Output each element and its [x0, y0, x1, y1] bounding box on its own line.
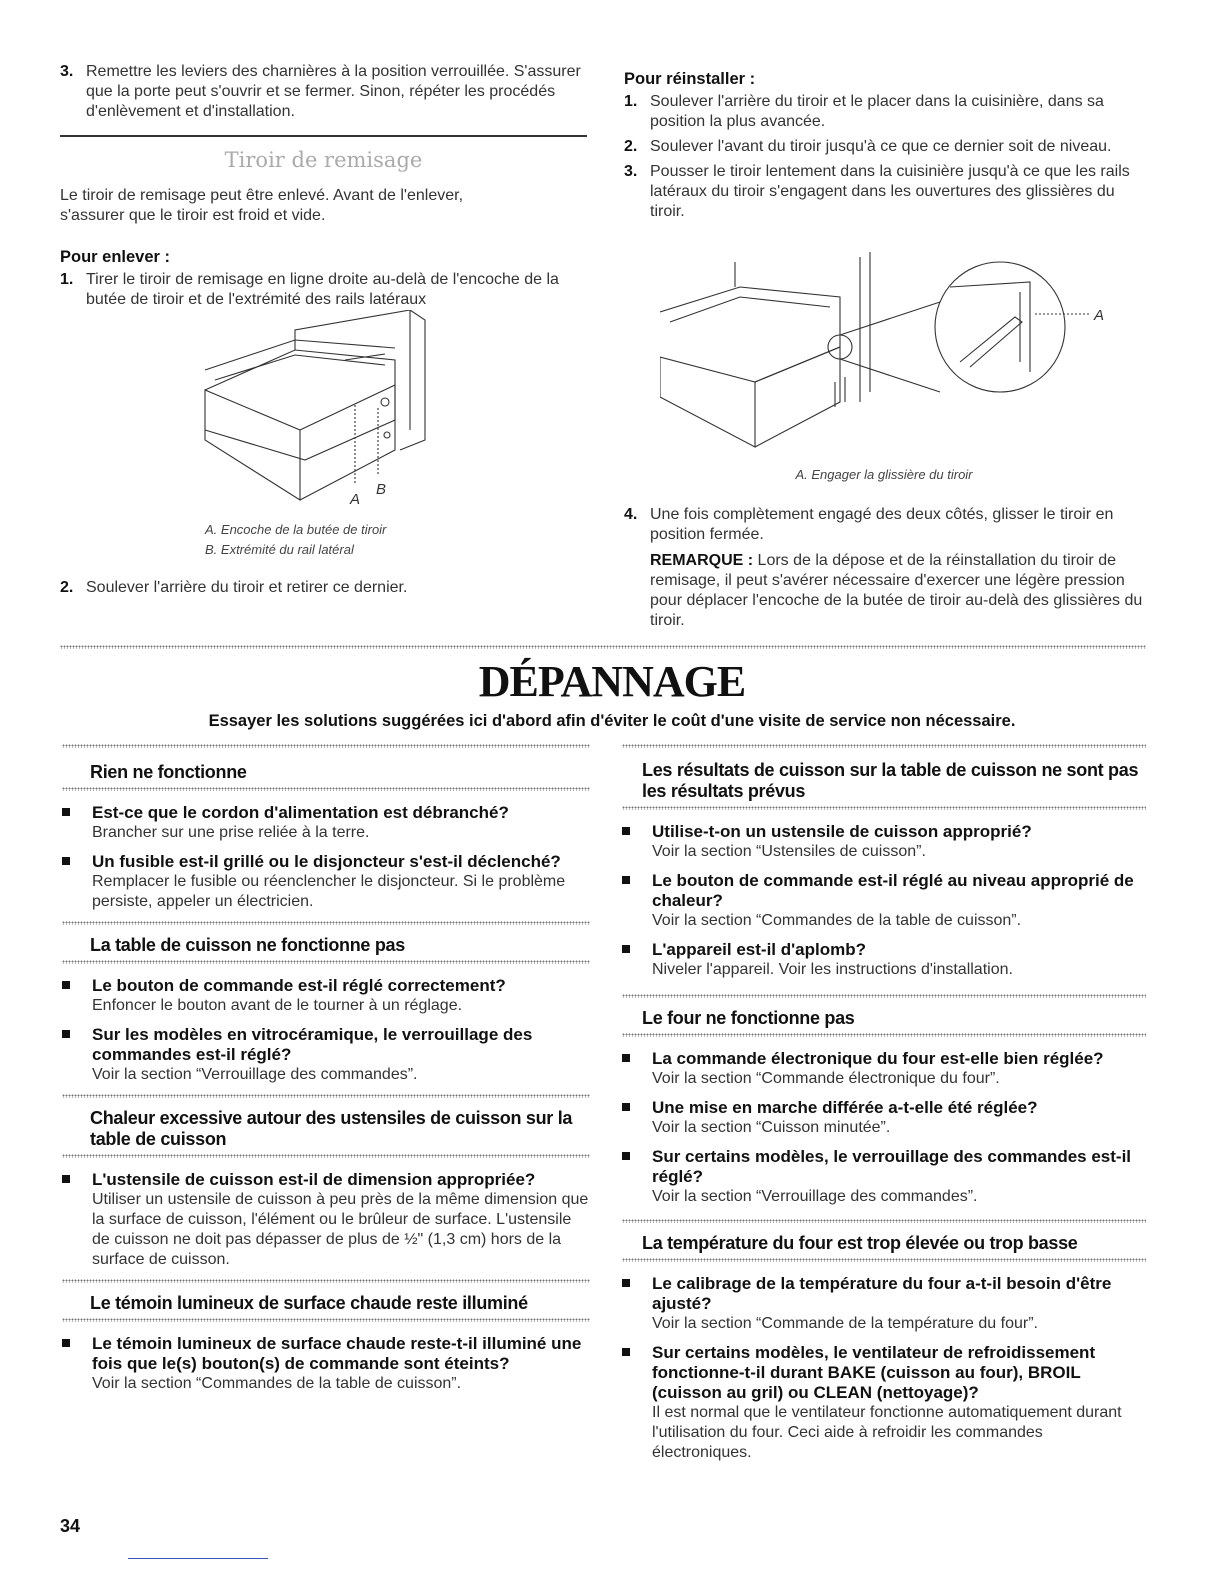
reinstall-step-1: 1. Soulever l'arrière du tiroir et le placer dans la cuisinière, dans sa position la plus avancée.	[624, 93, 1104, 130]
question-item: Le bouton de commande est-il réglé au niveau approprié de chaleur? Voir la section “Commandes de la table de cuisson”.	[622, 871, 1146, 931]
bullet-icon	[62, 1030, 70, 1038]
troubleshooting-right-column	[622, 744, 1146, 1472]
question-item: L'ustensile de cuisson est-il de dimension appropriée? Utiliser un ustensile de cuisson à peu près de la même dimension que la surface de cuisson, l'élément ou le brûleur de surface. L'ustensile de cuisson ne doit pas dépasser de plus de ½" (1,3 cm) hors de la surface de cuisson.	[62, 1170, 590, 1270]
bullet-icon	[62, 1339, 70, 1347]
section-title-storage-drawer: Tiroir de remisage	[224, 148, 423, 172]
question-item: Sur les modèles en vitrocéramique, le verrouillage des commandes est-il réglé? Voir la section “Verrouillage des commandes”.	[62, 1025, 590, 1085]
bullet-icon	[622, 1279, 630, 1287]
fig1-caption-b: B. Extrémité du rail latéral	[205, 542, 354, 557]
reinstall-step-3: 3. Pousser le tiroir lentement dans la cuisinière jusqu'à ce que les rails latéraux du tiroir s'engagent dans les ouvertures des glissières du tiroir.	[624, 163, 1130, 220]
troubleshooting-left-column	[62, 744, 590, 1403]
step-number: 3.	[60, 63, 74, 80]
remove-step-2	[60, 578, 590, 598]
troubleshooting-title: DÉPANNAGE	[478, 657, 746, 706]
question-item: Est-ce que le cordon d'alimentation est débranché? Brancher sur une prise reliée à la terre.	[62, 803, 590, 843]
page-dotted-rule	[60, 645, 1146, 649]
section-divider	[60, 135, 587, 137]
note-label: REMARQUE :	[650, 552, 754, 569]
section-title: La température du four est trop élevée ou trop basse	[642, 1233, 1078, 1253]
question-item: La commande électronique du four est-elle bien réglée? Voir la section “Commande électronique du four”.	[622, 1049, 1146, 1089]
drawer-reinstall-illustration	[660, 252, 1100, 452]
page-number: 34	[60, 1516, 81, 1536]
question-item: Sur certains modèles, le verrouillage des commandes est-il réglé? Voir la section “Verrouillage des commandes”.	[622, 1147, 1146, 1207]
step-text: Remettre les leviers des charnières à la position verrouillée. S'assurer que la porte peut s'ouvrir et se fermer. Sinon, répéter les procédés d'enlèvement et d'installation.	[86, 63, 581, 120]
question-item: Utilise-t-on un ustensile de cuisson approprié? Voir la section “Ustensiles de cuisson”.	[622, 822, 1146, 862]
bullet-icon	[62, 981, 70, 989]
bullet-icon	[62, 1175, 70, 1183]
note-text: Lors de la dépose et de la réinstallation du tiroir de remisage, il peut s'avérer nécessaire d'exercer une légère pression pour déplacer l'encoche de la butée de tiroir au-delà des glissières du tiroir.	[650, 552, 1143, 629]
reinstall-steps	[624, 92, 1144, 222]
bullet-icon	[622, 945, 630, 953]
reinstall-heading: Pour réinstaller :	[624, 70, 756, 88]
intro-text: Le tiroir de remisage peut être enlevé. Avant de l'enlever, s'assurer que le tiroir est froid et vide.	[60, 187, 464, 224]
section-title: Les résultats de cuisson sur la table de cuisson ne sont pas les résultats prévus	[642, 760, 1139, 801]
step-number: 2.	[60, 579, 74, 596]
fig1-label-b: B	[376, 481, 387, 498]
bullet-icon	[62, 808, 70, 816]
left-column-top	[60, 62, 590, 122]
step-3	[60, 62, 590, 122]
question-item: L'appareil est-il d'aplomb? Niveler l'appareil. Voir les instructions d'installation.	[622, 940, 1146, 980]
step-text: Tirer le tiroir de remisage en ligne droite au-delà de l'encoche de la butée de tiroir et de l'extrémité des rails latéraux	[86, 271, 559, 308]
remove-heading: Pour enlever :	[60, 248, 171, 266]
question-item: Sur certains modèles, le ventilateur de refroidissement fonctionne-t-il durant BAKE (cuisson au four), BROIL (cuisson au gril) ou CLEAN (nettoyage)? Il est normal que le ventilateur fonctionne automatiquement durant l'utilisation du four. Ceci aide à refroidir les commandes électroniques.	[622, 1343, 1146, 1463]
question-item: Le calibrage de la température du four a-t-il besoin d'être ajusté? Voir la section “Commande de la température du four”.	[622, 1274, 1146, 1334]
question-item: Le bouton de commande est-il réglé correctement? Enfoncer le bouton avant de le tourner à un réglage.	[62, 976, 590, 1016]
bullet-icon	[622, 1103, 630, 1111]
question-item: Une mise en marche différée a-t-elle été réglée? Voir la section “Cuisson minutée”.	[622, 1098, 1146, 1138]
section-title: Le four ne fonctionne pas	[642, 1008, 855, 1028]
note	[624, 551, 1144, 631]
fig1-label-a: A	[350, 491, 361, 508]
question-item: Le témoin lumineux de surface chaude reste-t-il illuminé une fois que le(s) bouton(s) de commande sont éteints? Voir la section “Commandes de la table de cuisson”.	[62, 1334, 590, 1394]
fig1-caption-a: A. Encoche de la butée de tiroir	[205, 522, 387, 537]
section-title: Chaleur excessive autour des ustensiles de cuisson sur la table de cuisson	[90, 1108, 573, 1149]
fig2-label-a: A	[1094, 307, 1105, 324]
bullet-icon	[62, 857, 70, 865]
bullet-icon	[622, 1348, 630, 1356]
reinstall-step-2: 2. Soulever l'avant du tiroir jusqu'à ce que ce dernier soit de niveau.	[624, 138, 1112, 155]
remove-step-1	[60, 270, 590, 310]
step-text: Soulever l'arrière du tiroir et retirer ce dernier.	[86, 579, 408, 596]
section-title: Rien ne fonctionne	[90, 762, 247, 782]
bullet-icon	[622, 1152, 630, 1160]
question-item: Un fusible est-il grillé ou le disjoncteur s'est-il déclenché? Remplacer le fusible ou réenclencher le disjoncteur. Si le problème persiste, appeler un électricien.	[62, 852, 590, 912]
step-number: 1.	[60, 271, 74, 288]
bullet-icon	[622, 827, 630, 835]
fig2-caption: A. Engager la glissière du tiroir	[795, 467, 973, 482]
troubleshooting-subtitle: Essayer les solutions suggérées ici d'abord afin d'éviter le coût d'une visite de service non nécessaire.	[208, 712, 1016, 730]
bullet-icon	[622, 876, 630, 884]
drawer-removal-illustration	[195, 310, 455, 510]
footer-rule	[128, 1558, 268, 1559]
reinstall-step-4: 4. Une fois complètement engagé des deux côtés, glisser le tiroir en position fermée. REMARQUE : Lors de la dépose et de la réinstallation du tiroir de remisage, il peut s'avérer nécessaire d'exercer une légère pression pour déplacer l'encoche de la butée de tiroir au-delà des glissières du tiroir.	[624, 506, 1143, 629]
section-title: Le témoin lumineux de surface chaude reste illuminé	[90, 1293, 528, 1313]
section-title: La table de cuisson ne fonctionne pas	[90, 935, 405, 955]
bullet-icon	[622, 1054, 630, 1062]
